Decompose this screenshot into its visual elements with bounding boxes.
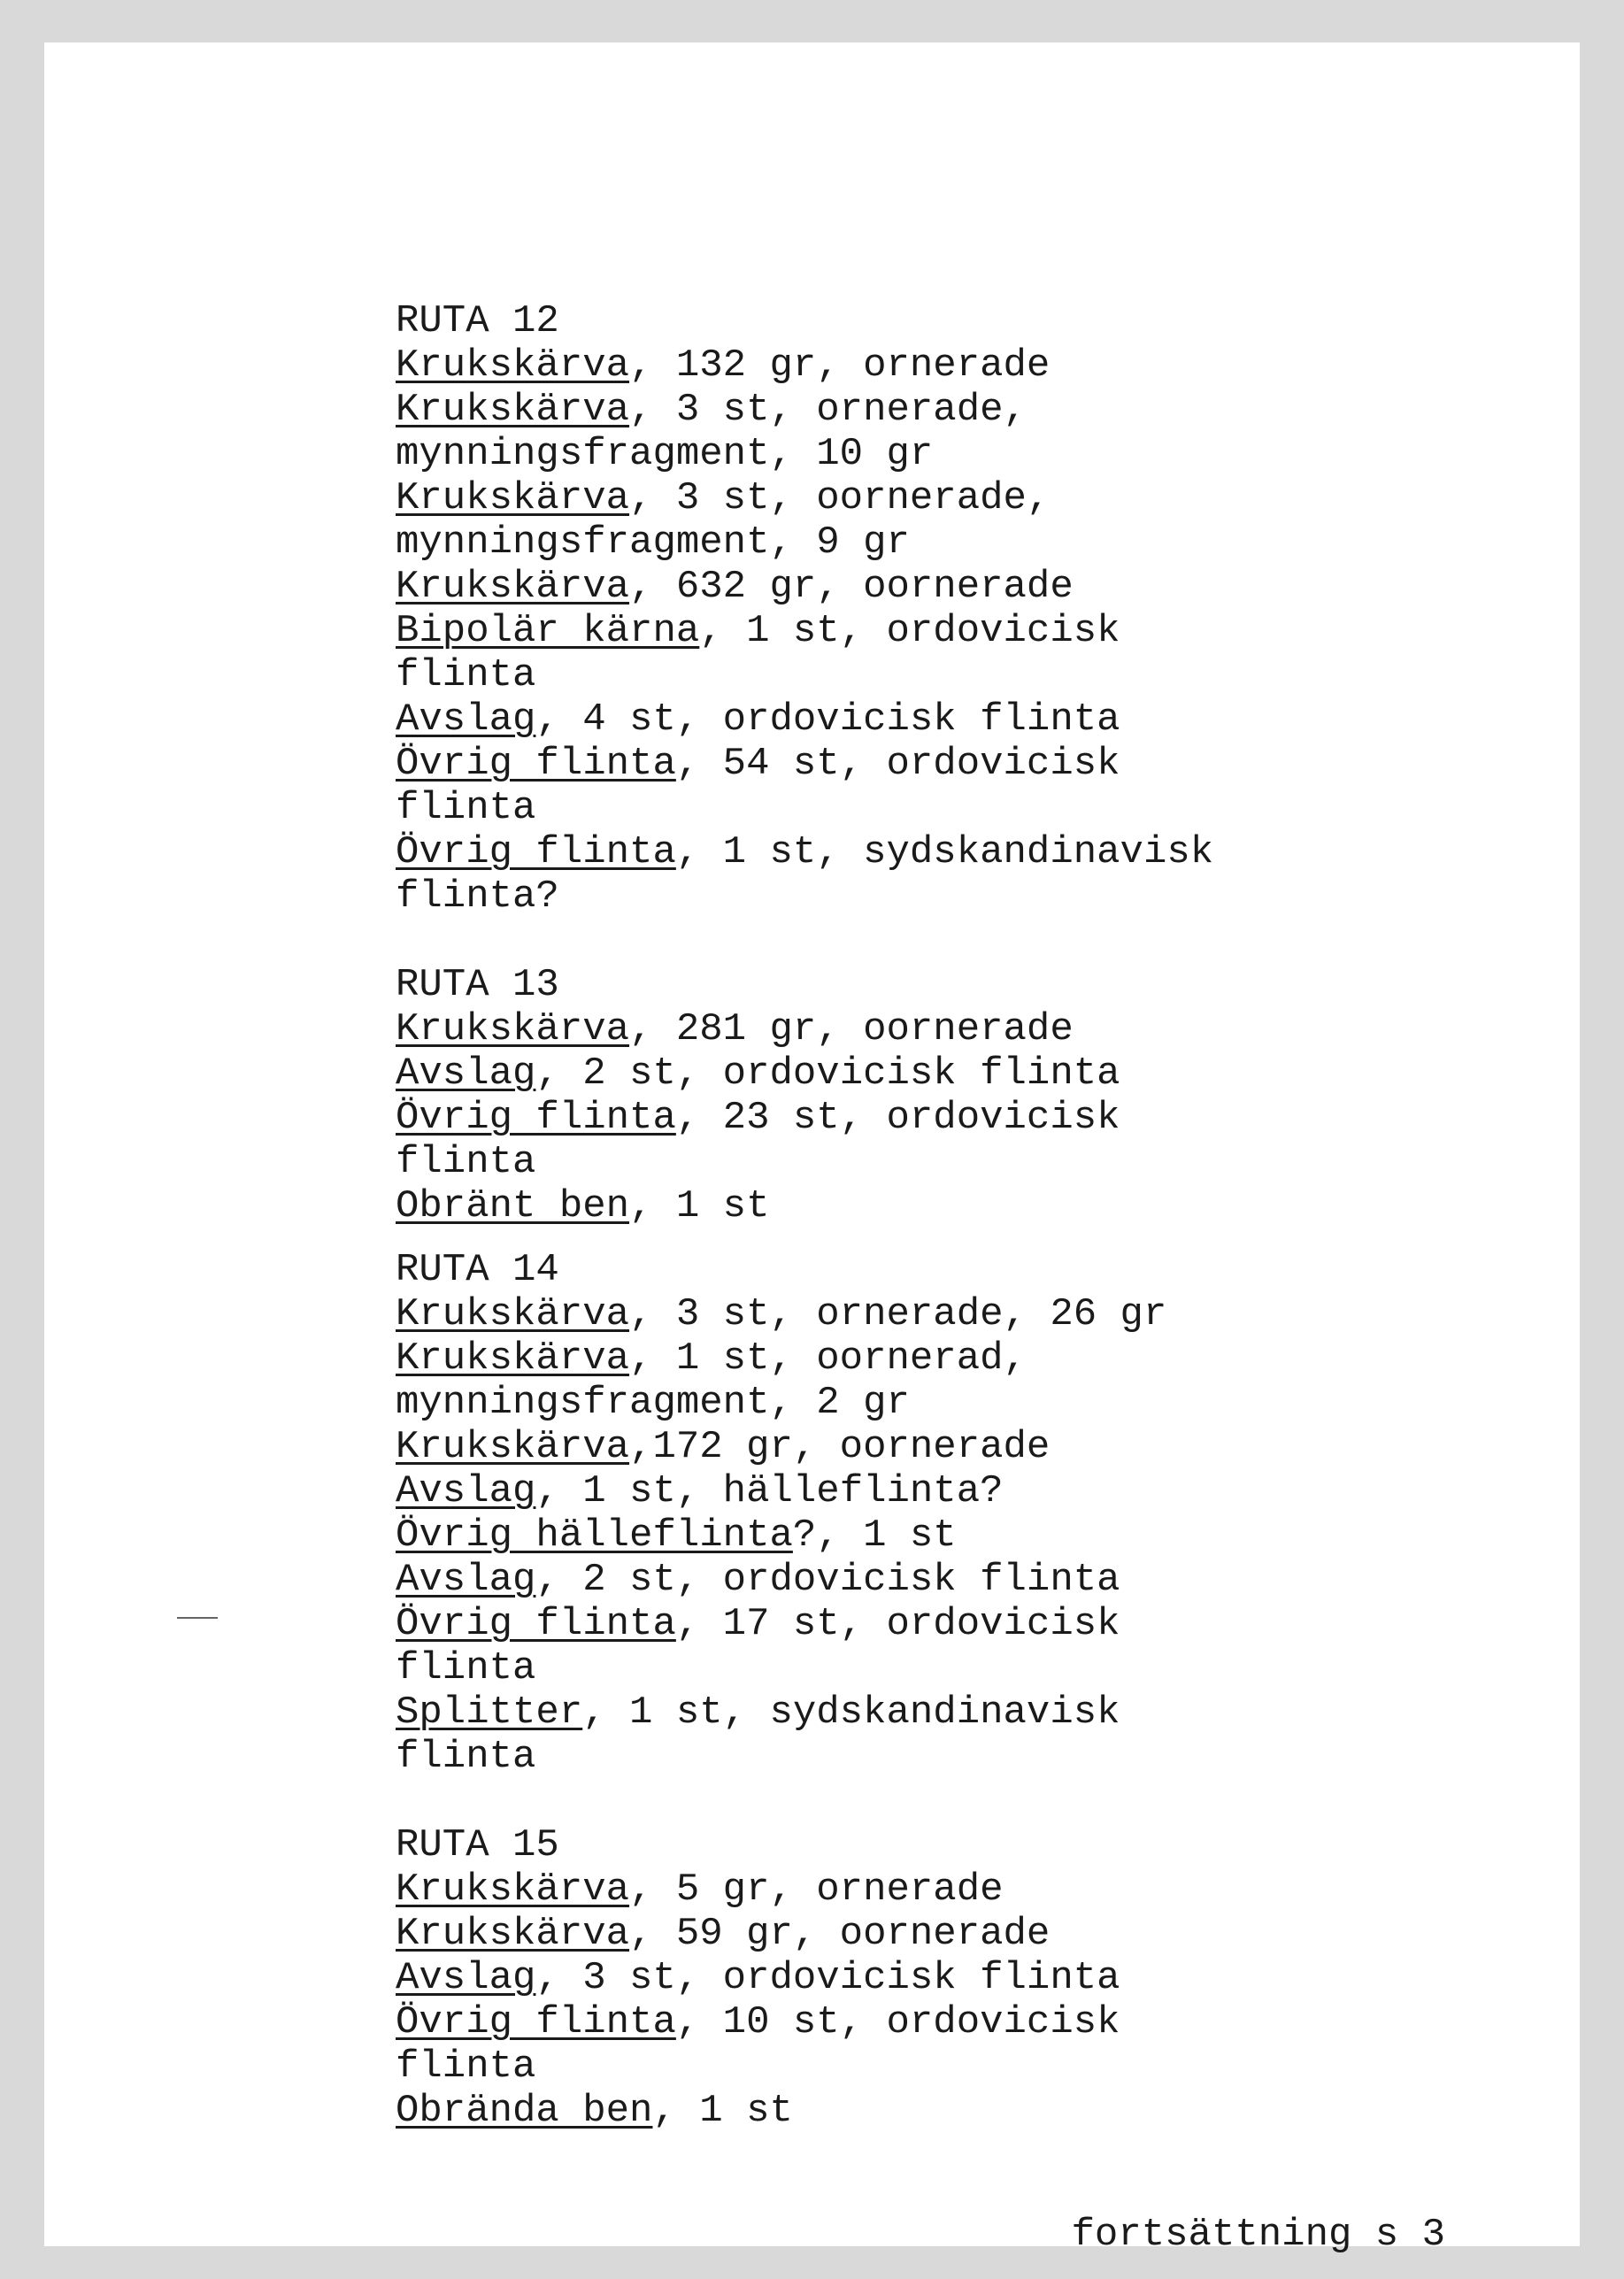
find-entry	[396, 1051, 1546, 1096]
find-entry	[396, 2089, 1546, 2133]
find-category: Övrig flinta	[396, 742, 676, 786]
find-entry	[396, 874, 1546, 919]
find-entry	[396, 1558, 1546, 1602]
find-details: , 10 st, ordovicisk	[675, 2000, 1120, 2044]
find-details: , 1 st, ordovicisk	[699, 609, 1120, 653]
find-details: , 1 st, hälleflinta?	[535, 1469, 1004, 1513]
section-heading: RUTA 14	[396, 1248, 559, 1292]
find-entry	[396, 1469, 1546, 1513]
section-heading: RUTA 12	[396, 299, 559, 343]
find-entry	[396, 609, 1546, 653]
find-entry	[396, 565, 1546, 609]
find-category: Avslag	[396, 1469, 536, 1513]
find-details: , 132 gr, ornerade	[629, 343, 1051, 388]
find-category: Krukskärva	[396, 388, 630, 432]
find-category: Splitter	[396, 1690, 583, 1735]
page-continuation-note: fortsättning s 3	[1071, 2213, 1445, 2257]
find-details: , 17 st, ordovicisk	[675, 1602, 1120, 1646]
find-entry	[396, 1513, 1546, 1558]
find-details: mynningsfragment, 9 gr	[396, 520, 910, 565]
document-body	[396, 299, 1546, 2133]
find-details: , 1 st	[629, 1184, 770, 1228]
find-details: , 1 st, sydskandinavisk	[582, 1690, 1120, 1735]
find-category: Krukskärva	[396, 1007, 630, 1051]
find-category: Krukskärva	[396, 1867, 630, 1912]
section-gap	[396, 919, 1546, 963]
find-entry	[396, 1912, 1546, 1956]
find-details: ,172 gr, oornerade	[629, 1425, 1051, 1469]
find-category: Övrig flinta	[396, 830, 676, 874]
find-category: Krukskärva	[396, 1292, 630, 1336]
find-category: Krukskärva	[396, 476, 630, 520]
section-gap	[396, 1228, 1546, 1248]
find-details: , 3 st, ornerade, 26 gr	[629, 1292, 1167, 1336]
find-entry	[396, 697, 1546, 742]
find-entry	[396, 1140, 1546, 1184]
find-category: Krukskärva	[396, 1425, 630, 1469]
find-details: , 3 st, ornerade,	[629, 388, 1027, 432]
find-entry	[396, 388, 1546, 432]
find-details: , 3 st, ordovicisk flinta	[535, 1956, 1120, 2000]
find-details: , 5 gr, ornerade	[629, 1867, 1004, 1912]
find-entry	[396, 520, 1546, 565]
find-entry	[396, 1336, 1546, 1381]
find-entry	[396, 432, 1546, 476]
find-entry	[396, 1956, 1546, 2000]
find-entry	[396, 1381, 1546, 1425]
find-details: , 4 st, ordovicisk flinta	[535, 697, 1120, 742]
find-details: ?, 1 st	[792, 1513, 957, 1558]
find-entry	[396, 1425, 1546, 1469]
find-category: Avslag	[396, 1051, 536, 1096]
find-details: flinta	[396, 786, 536, 830]
find-entry	[396, 1096, 1546, 1140]
find-details: , 54 st, ordovicisk	[675, 742, 1120, 786]
scan-speck	[177, 1617, 218, 1619]
find-details: , 3 st, oornerade,	[629, 476, 1051, 520]
find-details: flinta	[396, 1735, 536, 1779]
find-category: Avslag	[396, 697, 536, 742]
find-category: Avslag	[396, 1956, 536, 2000]
find-entry	[396, 830, 1546, 874]
find-entry	[396, 742, 1546, 786]
find-category: Krukskärva	[396, 343, 630, 388]
find-entry	[396, 1184, 1546, 1228]
find-details: flinta	[396, 2044, 536, 2089]
find-details: , 632 gr, oornerade	[629, 565, 1074, 609]
find-entry	[396, 786, 1546, 830]
find-category: Krukskärva	[396, 1336, 630, 1381]
find-category: Avslag	[396, 1558, 536, 1602]
find-entry	[396, 343, 1546, 388]
find-entry	[396, 476, 1546, 520]
find-details: , 281 gr, oornerade	[629, 1007, 1074, 1051]
find-entry	[396, 1735, 1546, 1779]
find-details: , 1 st, oornerad,	[629, 1336, 1027, 1381]
find-entry	[396, 1602, 1546, 1646]
find-category: Krukskärva	[396, 1912, 630, 1956]
find-category: Bipolär kärna	[396, 609, 700, 653]
find-details: flinta	[396, 653, 536, 697]
find-entry	[396, 653, 1546, 697]
find-details: flinta	[396, 1140, 536, 1184]
find-details: , 2 st, ordovicisk flinta	[535, 1051, 1120, 1096]
section-heading: RUTA 15	[396, 1823, 559, 1867]
find-entry	[396, 1646, 1546, 1690]
find-details: , 23 st, ordovicisk	[675, 1096, 1120, 1140]
find-details: , 1 st	[652, 2089, 793, 2133]
find-entry	[396, 1690, 1546, 1735]
find-details: , 2 st, ordovicisk flinta	[535, 1558, 1120, 1602]
find-category: Krukskärva	[396, 565, 630, 609]
find-entry	[396, 1292, 1546, 1336]
find-category: Övrig flinta	[396, 1602, 676, 1646]
find-entry	[396, 2044, 1546, 2089]
find-details: flinta	[396, 1646, 536, 1690]
find-entry	[396, 2000, 1546, 2044]
section-gap	[396, 1779, 1546, 1823]
find-category: Obrända ben	[396, 2089, 653, 2133]
find-details: , 59 gr, oornerade	[629, 1912, 1051, 1956]
find-details: , 1 st, sydskandinavisk	[675, 830, 1214, 874]
find-entry	[396, 1867, 1546, 1912]
document-page	[44, 42, 1580, 2257]
find-entry	[396, 1007, 1546, 1051]
find-details: mynningsfragment, 10 gr	[396, 432, 934, 476]
find-category: Övrig hälleflinta	[396, 1513, 793, 1558]
find-details: mynningsfragment, 2 gr	[396, 1381, 910, 1425]
find-category: Övrig flinta	[396, 2000, 676, 2044]
section-heading: RUTA 13	[396, 963, 559, 1007]
find-category: Övrig flinta	[396, 1096, 676, 1140]
find-details: flinta?	[396, 874, 559, 919]
find-category: Obränt ben	[396, 1184, 630, 1228]
